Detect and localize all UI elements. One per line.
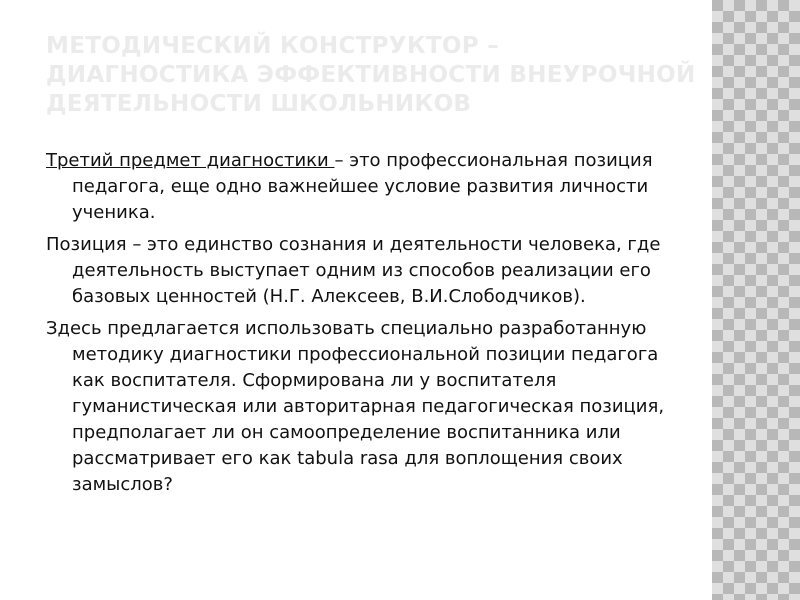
paragraph-lead-underlined: Третий предмет диагностики xyxy=(46,150,335,171)
paragraph-diagnostic-subject xyxy=(46,148,696,226)
slide-body xyxy=(46,148,696,504)
decorative-side-strip xyxy=(712,0,800,600)
paragraph-rest: – это профессиональная позиция педагога, еще одно важнейшее условие развития личности ученика. xyxy=(72,150,653,223)
paragraph-methodology: Здесь предлагается использовать специально разработанную методику диагностики профессиональной позиции педагога как воспитателя. Сформирована ли у воспитателя гуманистическая или авторитарная педагогическая позиция, предполагает ли он самоопределение воспитанника или рассматривает его как tabula rasa для воплощения своих замыслов? xyxy=(46,318,665,495)
paragraph-position-definition: Позиция – это единство сознания и деятельности человека, где деятельность выступает одним из способов реализации его базовых ценностей (Н.Г. Алексеев, В.И.Слободчиков). xyxy=(46,234,661,307)
slide-title: МЕТОДИЧЕСКИЙ КОНСТРУКТОР – ДИАГНОСТИКА ЭФФЕКТИВНОСТИ ВНЕУРОЧНОЙ ДЕЯТЕЛЬНОСТИ ШКОЛЬНИКОВ xyxy=(46,33,696,117)
